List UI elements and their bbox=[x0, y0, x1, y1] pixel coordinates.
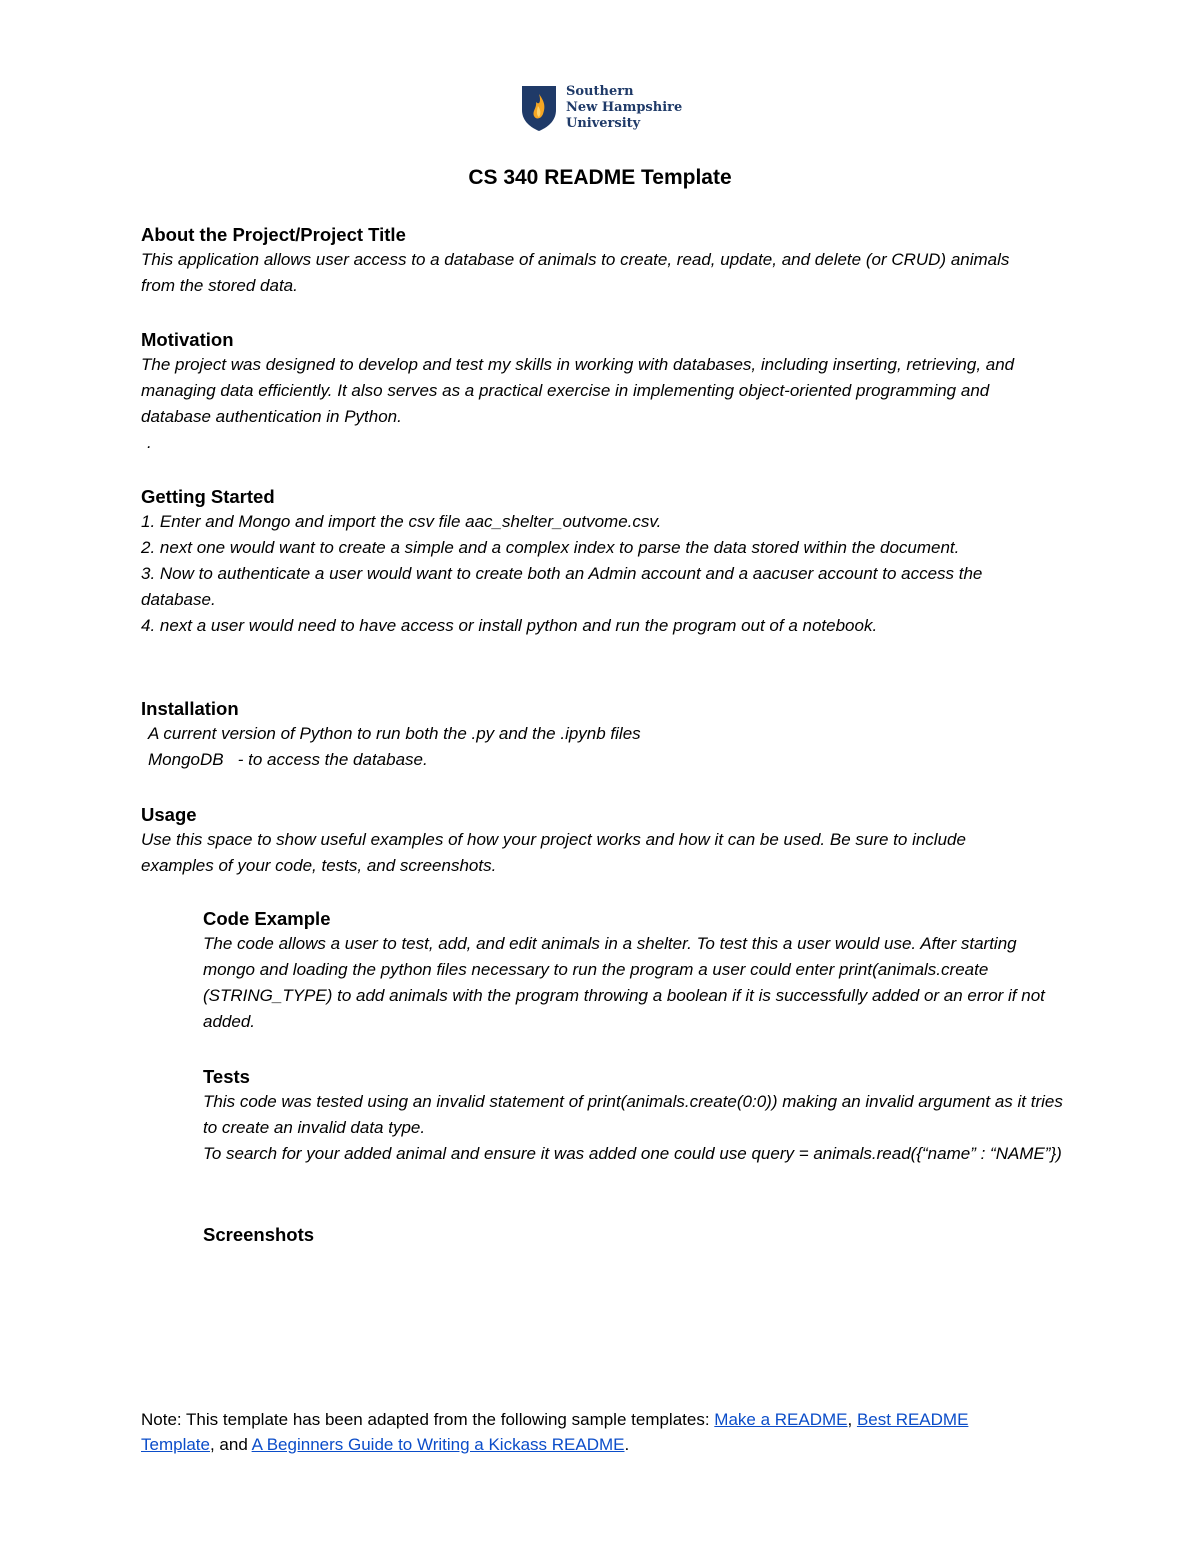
step-3: 3. Now to authenticate a user would want to create both an Admin account and a aacuser account to access the database. bbox=[141, 564, 983, 609]
section-installation bbox=[141, 698, 1041, 773]
tests-line-2: To search for your added animal and ensure it was added one could use query = animals.read({“name” : “NAME”}) bbox=[203, 1144, 1062, 1163]
best-readme-template-link[interactable]: Best README Template bbox=[141, 1410, 969, 1454]
logo-line-3: University bbox=[566, 116, 641, 131]
tests-heading: Tests bbox=[203, 1066, 250, 1087]
section-about bbox=[141, 224, 1041, 299]
getting-started-heading: Getting Started bbox=[141, 486, 275, 507]
about-body: This application allows user access to a database of animals to create, read, update, and delete (or CRUD) animals from the stored data. bbox=[141, 250, 1010, 295]
note-separator-2: , and bbox=[209, 1435, 252, 1454]
step-1: 1. Enter and Mongo and import the csv file aac_shelter_outvome.csv. bbox=[141, 512, 662, 531]
shield-flame-icon bbox=[520, 84, 558, 132]
section-motivation bbox=[141, 329, 1041, 456]
motivation-body: The project was designed to develop and test my skills in working with databases, including inserting, retrieving, and managing data efficiently. It also serves as a practical exercise in implementing object-oriented programming and database authentication in Python. bbox=[141, 355, 1015, 426]
university-logo bbox=[520, 82, 690, 134]
installation-line-1: A current version of Python to run both the .py and the .ipynb files bbox=[148, 724, 641, 743]
installation-line-2: MongoDB - to access the database. bbox=[148, 750, 428, 769]
usage-body: Use this space to show useful examples of how your project works and how it can be used. Be sure to include examples of your code, tests, and screenshots. bbox=[141, 830, 966, 875]
section-screenshots bbox=[203, 1224, 1063, 1246]
step-2: 2. next one would want to create a simple and a complex index to parse the data stored within the document. bbox=[141, 538, 960, 557]
motivation-heading: Motivation bbox=[141, 329, 234, 350]
note-separator-1: , bbox=[847, 1410, 857, 1429]
logo-line-1: Southern bbox=[566, 84, 634, 99]
logo-line-2: New Hampshire bbox=[566, 100, 683, 115]
section-tests bbox=[203, 1066, 1063, 1167]
logo-text bbox=[566, 84, 682, 132]
about-heading: About the Project/Project Title bbox=[141, 224, 406, 245]
make-a-readme-link[interactable]: Make a README bbox=[714, 1410, 848, 1429]
note-suffix: . bbox=[624, 1435, 630, 1454]
section-code-example bbox=[203, 908, 1063, 1035]
tests-line-1: This code was tested using an invalid statement of print(animals.create(0:0)) making an invalid argument as it tries to create an invalid data type. bbox=[203, 1092, 1063, 1137]
section-usage bbox=[141, 804, 1041, 879]
page-title: CS 340 README Template bbox=[468, 166, 732, 189]
screenshots-heading: Screenshots bbox=[203, 1224, 315, 1245]
motivation-dot: . bbox=[147, 433, 152, 452]
section-getting-started bbox=[141, 486, 1041, 639]
step-4: 4. next a user would need to have access or install python and run the program out of a notebook. bbox=[141, 616, 878, 635]
template-note bbox=[141, 1407, 1041, 1457]
usage-heading: Usage bbox=[141, 804, 197, 825]
installation-heading: Installation bbox=[141, 698, 239, 719]
code-example-body: The code allows a user to test, add, and edit animals in a shelter. To test this a user would use. After starting mongo and loading the python files necessary to run the program a user could enter print(animals.create (STRING_TYPE) to add animals with the program throwing a boolean if it is successfully added or an error if not added. bbox=[203, 934, 1045, 1031]
code-example-heading: Code Example bbox=[203, 908, 331, 929]
beginners-guide-link[interactable]: A Beginners Guide to Writing a Kickass README bbox=[251, 1435, 625, 1454]
note-prefix: Note: This template has been adapted from the following sample templates: bbox=[141, 1410, 715, 1429]
